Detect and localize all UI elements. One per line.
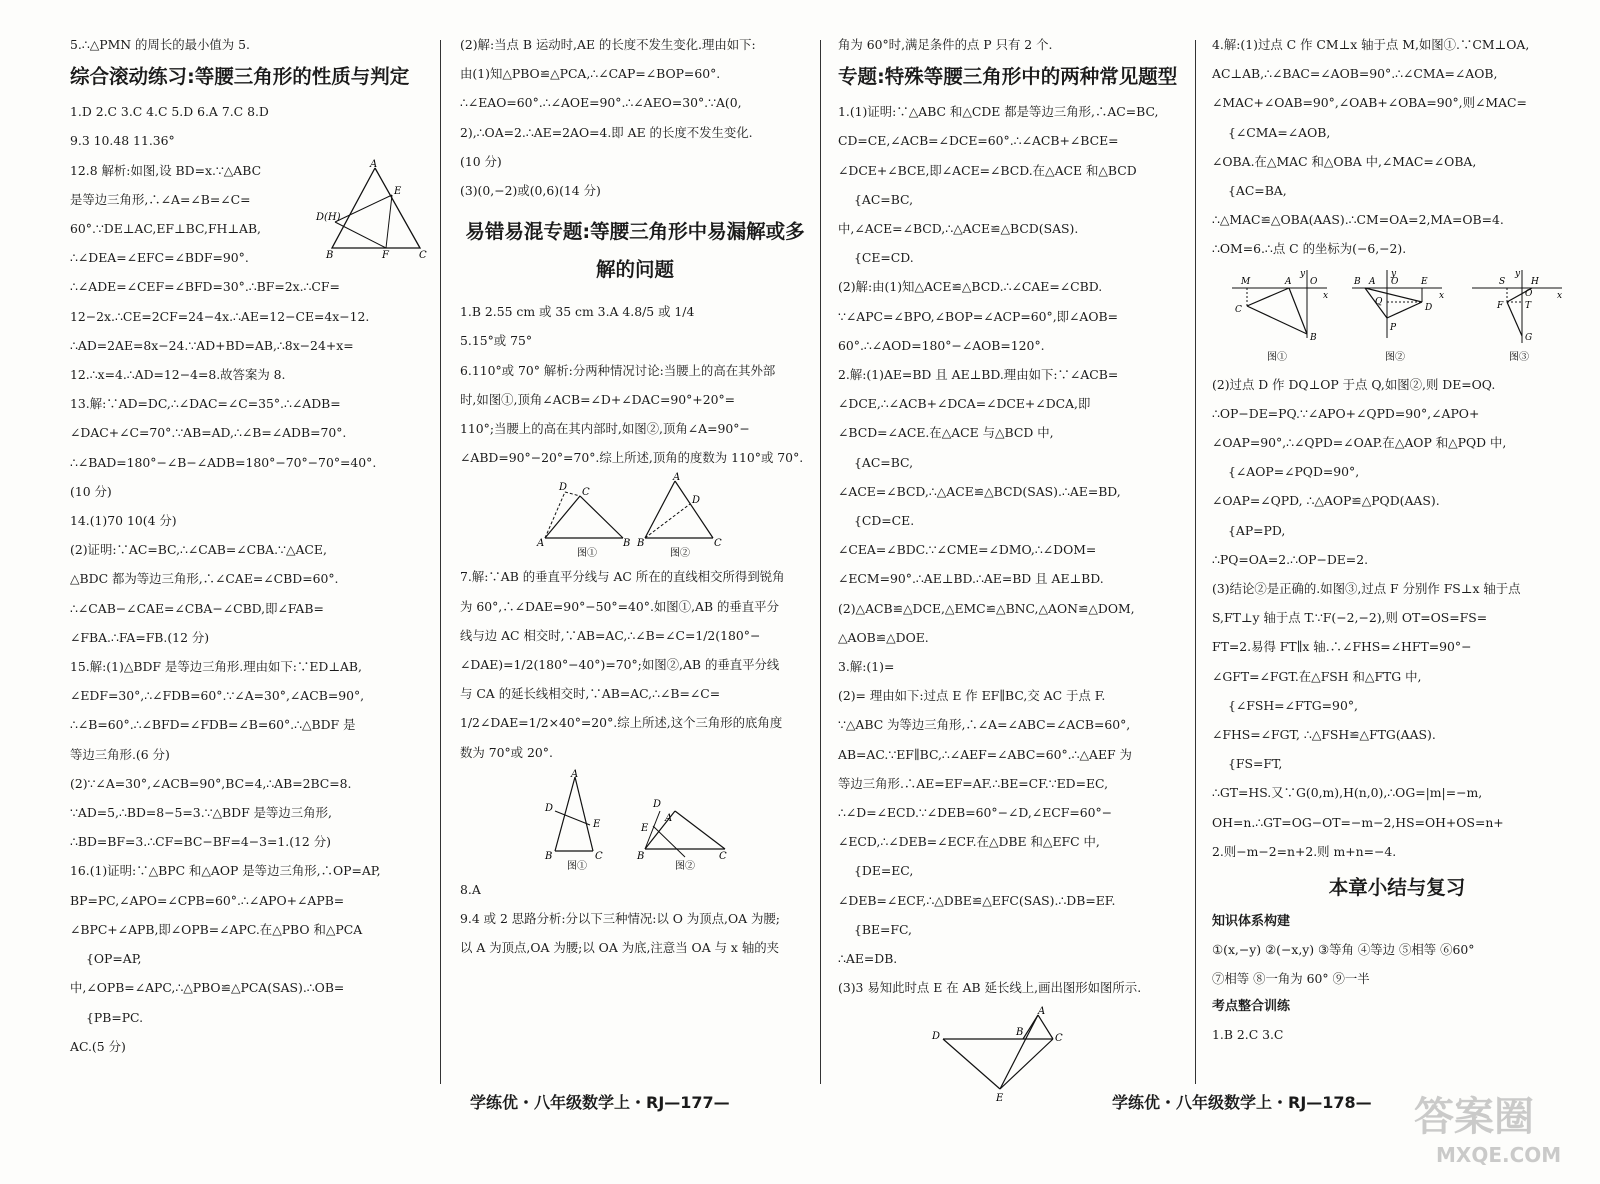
section-heading: 专题:特殊等腰三角形中的两种常见题型	[838, 65, 1178, 89]
subsection-heading: 考点整合训练	[1212, 999, 1291, 1015]
text-line: 60°.∵DE⊥AC,EF⊥BC,FH⊥AB,	[70, 221, 261, 237]
fig-label: C	[1055, 1032, 1063, 1044]
fig-label: F	[382, 249, 389, 261]
page-footer-right: 学练优・八年级数学上・RJ—178—	[1112, 1093, 1372, 1112]
text-line: ∠GFT=∠FGT.在△FSH 和△FTG 中,	[1212, 668, 1422, 684]
text-line: ∴∠BAD=180°−∠B−∠ADB=180°−70°−70°=40°.	[70, 454, 377, 470]
fig-label: B	[1016, 1026, 1024, 1038]
text-line: 等边三角形.∴AE=EF=AF.∴BE=CF.∵ED=EC,	[838, 775, 1109, 791]
text-line: {AP=PD,	[1228, 522, 1286, 538]
fig-label: M	[1241, 276, 1251, 287]
text-line: {∠FSH=∠FTG=90°,	[1228, 697, 1358, 713]
text-line: ⑦相等 ⑧一角为 60° ⑨一半	[1212, 971, 1370, 987]
text-line: (3)3 易知此时点 E 在 AB 延长线上,画出图形如图所示.	[838, 980, 1142, 996]
column-divider	[440, 40, 441, 1084]
page-footer-left: 学练优・八年级数学上・RJ—177—	[470, 1093, 730, 1112]
text-line: 5.15°或 75°	[460, 333, 533, 349]
text-line: 12.∴x=4.∴AD=12−4=8.故答案为 8.	[70, 367, 286, 383]
text-line: 15.解:(1)△BDF 是等边三角形.理由如下:∵ED⊥AB,	[70, 659, 362, 675]
fig-label: x	[1323, 290, 1329, 301]
text-line: S,FT⊥y 轴于点 T.∵F(−2,−2),则 OT=OS=FS=	[1212, 610, 1488, 626]
text-line: ∴△MAC≌△OBA(AAS).∴CM=OA=2,MA=OB=4.	[1212, 212, 1504, 228]
figure-caption: 图①	[567, 860, 587, 872]
figure-caption: 图③	[1509, 351, 1529, 363]
text-line: 中,∠OPB=∠APC,∴△PBO≌△PCA(SAS).∴OB=	[70, 980, 345, 996]
text-line: ∠BPC+∠APB,即∠OPB=∠APC.在△PBO 和△PCA	[70, 921, 363, 937]
figure-caption: 图①	[577, 548, 597, 560]
text-line: FT=2.易得 FT∥x 轴.∴∠FHS=∠HFT=90°−	[1212, 639, 1472, 655]
text-line: ∴∠CAB−∠CAE=∠CBA−∠CBD,即∠FAB=	[70, 600, 324, 616]
text-line: ∠OBA.在△MAC 和△OBA 中,∠MAC=∠OBA,	[1212, 153, 1477, 169]
text-line: 以 A 为顶点,OA 为腰;以 OA 为底,注意当 OA 与 x 轴的夹	[460, 940, 780, 956]
section-heading: 本章小结与复习	[1328, 876, 1466, 900]
text-line: ∴∠ADE=∠CEF=∠BFD=30°.∴BF=2x.∴CF=	[70, 279, 340, 295]
fig-label: C	[595, 850, 603, 862]
text-line: (2)解:由(1)知△ACE≌△BCD.∴∠CAE=∠CBD.	[838, 279, 1103, 295]
fig-label: B	[637, 538, 645, 550]
text-line: ∠FBA.∴FA=FB.(12 分)	[70, 629, 210, 645]
text-line: 等边三角形.(6 分)	[70, 746, 170, 762]
fig-label: S	[1499, 276, 1506, 287]
text-line: {PB=PC.	[86, 1009, 144, 1025]
text-line: ∠OAP=∠QPD, ∴△AOP≌△PQD(AAS).	[1212, 493, 1440, 509]
text-line: 为 60°,∴∠DAE=90°−50°=40°.如图①,AB 的垂直平分	[460, 598, 779, 614]
fig-label: B	[1354, 276, 1361, 287]
text-line: {∠AOP=∠PQD=90°,	[1228, 464, 1360, 480]
text-line: 6.110°或 70° 解析:分两种情况讨论:当腰上的高在其外部	[460, 362, 776, 378]
text-line: ∵AD=5,∴BD=8−5=3.∵△BDF 是等边三角形,	[70, 805, 332, 821]
text-line: ∴OP−DE=PQ.∵∠APO+∠QPD=90°,∠APO+	[1212, 405, 1480, 421]
text-line: ∠DAC+∠C=70°.∵AB=AD,∴∠B=∠ADB=70°.	[70, 425, 347, 441]
fig-label: y	[1391, 268, 1397, 279]
text-line: 13.解:∵AD=DC,∴∠DAC=∠C=35°.∴∠ADB=	[70, 396, 341, 412]
fig-label: D	[653, 798, 662, 810]
fig-label: G	[1525, 332, 1533, 343]
watermark-logo	[1396, 1080, 1586, 1170]
text-line: 1.D 2.C 3.C 4.C 5.D 6.A 7.C 8.D	[70, 104, 269, 120]
text-line: ∴GT=HS.又∵G(0,m),H(n,0),∴OG=|m|=−m,	[1212, 785, 1483, 801]
fig-label: B	[545, 850, 553, 862]
column-divider	[820, 40, 821, 1084]
fig-label: B	[1310, 332, 1317, 343]
text-line: {BE=FC,	[854, 921, 912, 937]
text-line: OH=n.∴GT=OG−OT=−m−2,HS=OH+OS=n+	[1212, 814, 1504, 830]
fig-label: B	[326, 249, 334, 261]
text-line: 线与边 AC 相交时,∵AB=AC,∴∠B=∠C=1/2(180°−	[460, 627, 761, 643]
fig-label: A	[1038, 1005, 1046, 1017]
watermark-text: 答案圈	[1414, 1094, 1534, 1140]
fig-label: E	[1421, 276, 1428, 287]
fig-label: x	[1557, 290, 1563, 301]
text-line: 1.B 2.55 cm 或 35 cm 3.A 4.8/5 或 1/4	[460, 304, 695, 320]
text-line: 由(1)知△PBO≌△PCA,∴∠CAP=∠BOP=60°.	[460, 66, 721, 82]
fig-label: O	[1391, 276, 1399, 287]
text-line: ∠DEB=∠ECF,∴△DBE≌△EFC(SAS).∴DB=EF.	[838, 892, 1116, 908]
text-line: (10 分)	[460, 153, 502, 169]
text-line: ∠ECD,∴∠DEB=∠ECF.在△DBE 和△EFC 中,	[838, 834, 1100, 850]
fig-label: A	[537, 538, 545, 550]
fig-label: D	[692, 495, 701, 507]
column-3	[838, 30, 1188, 1107]
fig-label: E	[394, 185, 402, 197]
text-line: ∠EDF=30°,∴∠FDB=60°.∵∠A=30°,∠ACB=90°,	[70, 688, 365, 704]
figure-q3	[928, 1007, 1098, 1103]
fig-label: D	[932, 1030, 941, 1042]
text-line: 60°.∴∠AOD=180°−∠AOB=120°.	[838, 337, 1045, 353]
figure-caption: 图②	[1385, 351, 1405, 363]
text-line: ∴BD=BF=3.∴CF=BC−BF=4−3=1.(12 分)	[70, 834, 331, 850]
text-line: 3.解:(1)=	[838, 659, 895, 675]
fig-label: E	[641, 822, 649, 834]
text-line: {AC=BA,	[1228, 183, 1287, 199]
text-line: ∴AD=2AE=8x−24.∵AD+BD=AB,∴8x−24+x=	[70, 337, 354, 353]
text-line: 2.解:(1)AE=BD 且 AE⊥BD.理由如下:∵∠ACB=	[838, 367, 1119, 383]
text-line: (2)∵∠A=30°,∠ACB=90°,BC=4,∴AB=2BC=8.	[70, 775, 352, 791]
text-line: ∠DCE,∴∠ACB+∠DCA=∠DCE+∠DCA,即	[838, 396, 1091, 412]
fig-label: A	[571, 768, 579, 780]
text-line: {OP=AP,	[86, 951, 142, 967]
figure-q4	[1227, 268, 1567, 366]
text-line: (2)= 理由如下:过点 E 作 EF∥BC,交 AC 于点 F.	[838, 688, 1106, 704]
text-line: (10 分)	[70, 483, 112, 499]
text-line: ∠ABD=90°−20°=70°.综上所述,顶角的度数为 110°或 70°.	[460, 450, 804, 466]
fig-label: E	[996, 1092, 1004, 1104]
figure-caption: 图②	[670, 548, 690, 560]
text-line: 与 CA 的延长线相交时,∵AB=AC,∴∠B=∠C=	[460, 686, 721, 702]
text-line: 7.解:∵AB 的垂直平分线与 AC 所在的直线相交所得到锐角	[460, 569, 785, 585]
text-line: 14.(1)70 10(4 分)	[70, 513, 177, 529]
text-line: ∠CEA=∠BDC.∵∠CME=∠DMO,∴∠DOM=	[838, 542, 1097, 558]
text-line: △AOB≌△DOE.	[838, 629, 929, 645]
text-line: (2)△ACB≌△DCE,△EMC≌△BNC,△AON≌△DOM,	[838, 600, 1135, 616]
text-line: 12−2x.∴CE=2CF=24−4x.∴AE=12−CE=4x−12.	[70, 308, 370, 324]
text-line: {AC=BC,	[854, 191, 914, 207]
text-line: 9.3 10.48 11.36°	[70, 133, 175, 149]
fig-label: O	[1525, 288, 1533, 299]
fig-label: P	[1390, 322, 1397, 333]
text-line: (2)证明:∵AC=BC,∴∠CAB=∠CBA.∵△ACE,	[70, 542, 327, 558]
text-line: {∠CMA=∠AOB,	[1228, 124, 1331, 140]
text-line: 角为 60°时,满足条件的点 P 只有 2 个.	[838, 37, 1053, 52]
text-line: {FS=FT,	[1228, 756, 1283, 772]
text-line: {AC=BC,	[854, 454, 914, 470]
text-line: ∠DCE+∠BCE,即∠ACE=∠BCD.在△ACE 和△BCD	[838, 162, 1137, 178]
text-line: 2.则−m−2=n+2.则 m+n=−4.	[1212, 843, 1397, 859]
text-line: {CD=CE.	[854, 513, 915, 529]
text-line: ∴∠B=60°.∴∠BFD=∠FDB=∠B=60°.∴△BDF 是	[70, 717, 356, 733]
text-line: 9.4 或 2 思路分析:分以下三种情况:以 O 为顶点,OA 为腰;	[460, 911, 780, 927]
figure-caption: 图①	[1267, 351, 1287, 363]
fig-label: A	[665, 812, 673, 824]
watermark-url: MXQE.COM	[1436, 1143, 1562, 1167]
text-line: 数为 70°或 20°.	[460, 744, 553, 760]
text-line: ∠ACE=∠BCD,∴△ACE≌△BCD(SAS).∴AE=BD,	[838, 483, 1121, 499]
figure-caption: 图②	[675, 860, 695, 872]
text-line: 4.解:(1)过点 C 作 CM⊥x 轴于点 M,如图①.∵CM⊥OA,	[1212, 37, 1530, 52]
text-line: 1.B 2.C 3.C	[1212, 1027, 1284, 1043]
text-line: 2),∴OA=2.∴AE=2AO=4.即 AE 的长度不发生变化.	[460, 124, 753, 140]
text-line: {DE=EC,	[854, 863, 914, 879]
text-line: CD=CE,∠ACB=∠DCE=60°.∴∠ACB+∠BCE=	[838, 133, 1119, 149]
fig-label: y	[1300, 268, 1306, 279]
text-line: BP=PC,∠APO=∠CPB=60°.∴∠APO+∠APB=	[70, 892, 345, 908]
text-line: 1/2∠DAE=1/2×40°=20°.综上所述,这个三角形的底角度	[460, 715, 783, 731]
text-line: △BDC 都为等边三角形,∴∠CAE=∠CBD=60°.	[70, 571, 339, 587]
fig-label: A	[673, 472, 681, 484]
text-line: 8.A	[460, 881, 481, 897]
text-line: ∴AE=DB.	[838, 951, 898, 967]
text-line: ∴∠D=∠ECD.∵∠DEB=60°−∠D,∠ECF=60°−	[838, 805, 1113, 821]
figure-q12	[316, 158, 430, 261]
fig-label: D	[545, 802, 554, 814]
fig-label: B	[623, 538, 631, 550]
fig-label: A	[370, 158, 378, 170]
text-line: ∵∠APC=∠BPO,∠BOP=∠ACP=60°,即∠AOB=	[838, 308, 1118, 324]
fig-label: H	[1531, 276, 1539, 287]
text-line: (2)解:当点 B 运动时,AE 的长度不发生变化.理由如下:	[460, 37, 756, 52]
fig-label: A	[1369, 276, 1376, 287]
section-heading: 易错易混专题:等腰三角形中易漏解或多解的问题	[465, 220, 805, 282]
text-line: ∠FHS=∠FGT, ∴△FSH≌△FTG(AAS).	[1212, 727, 1436, 743]
text-line: 1.(1)证明:∵△ABC 和△CDE 都是等边三角形,∴AC=BC,	[838, 104, 1159, 120]
fig-label: F	[1497, 300, 1504, 311]
text-line: AC.(5 分)	[70, 1038, 126, 1054]
fig-label: C	[1235, 304, 1242, 315]
text-line: (2)过点 D 作 DQ⊥OP 于点 Q,如图②,则 DE=OQ.	[1212, 376, 1496, 392]
figure-q6	[535, 472, 735, 560]
text-line: {CE=CD.	[854, 250, 914, 266]
figure-q7	[535, 768, 735, 872]
fig-label: D(H)	[316, 211, 341, 223]
fig-label: C	[719, 850, 727, 862]
fig-label: D	[1425, 302, 1433, 313]
text-line: ∠BCD=∠ACE.在△ACE 与△BCD 中,	[838, 425, 1054, 441]
fig-label: E	[593, 818, 601, 830]
section-heading: 综合滚动练习:等腰三角形的性质与判定	[70, 65, 410, 89]
text-line: AB=AC.∵EF∥BC,∴∠AEF=∠ABC=60°.∴△AEF 为	[838, 746, 1132, 762]
text-line: ∴∠DEA=∠EFC=∠BDF=90°.	[70, 250, 249, 266]
fig-label: B	[637, 850, 645, 862]
fig-label: x	[1439, 290, 1445, 301]
fig-label: C	[582, 487, 590, 499]
fig-label: D	[559, 482, 568, 494]
text-line: 5.∴△PMN 的周长的最小值为 5.	[70, 37, 250, 52]
fig-label: O	[1310, 276, 1318, 287]
fig-label: y	[1515, 268, 1521, 279]
fig-label: Q	[1375, 296, 1383, 307]
fig-label: C	[419, 249, 427, 261]
text-line: ∠MAC+∠OAB=90°,∠OAB+∠OBA=90°,则∠MAC=	[1212, 95, 1527, 111]
text-line: 110°;当腰上的高在其内部时,如图②,顶角∠A=90°−	[460, 421, 750, 437]
text-line: 12.8 解析:如图,设 BD=x.∵△ABC	[70, 162, 262, 178]
text-line: ∴∠EAO=60°.∴∠AOE=90°.∴∠AEO=30°.∵A(0,	[460, 95, 742, 111]
column-divider	[1195, 40, 1196, 1084]
subsection-heading: 知识体系构建	[1212, 914, 1291, 930]
fig-label: T	[1525, 300, 1532, 311]
column-4	[1212, 30, 1582, 1050]
text-line: (3)(0,−2)或(0,6)(14 分)	[460, 183, 601, 199]
text-line: ∴OM=6.∴点 C 的坐标为(−6,−2).	[1212, 241, 1407, 257]
text-line: 中,∠ACE=∠BCD,∴△ACE≌△BCD(SAS).	[838, 221, 1079, 237]
text-line: 16.(1)证明:∵△BPC 和△AOP 是等边三角形,∴OP=AP,	[70, 863, 381, 879]
column-2	[460, 30, 810, 962]
text-line: ∠OAP=90°,∴∠QPD=∠OAP.在△AOP 和△PQD 中,	[1212, 435, 1507, 451]
fig-label: C	[714, 538, 722, 550]
text-line: 时,如图①,顶角∠ACB=∠D+∠DAC=90°+20°=	[460, 391, 736, 407]
text-line: ∠ECM=90°.∴AE⊥BD.∴AE=BD 且 AE⊥BD.	[838, 571, 1104, 587]
column-1	[70, 30, 430, 1061]
text-line: ∠DAE)=1/2(180°−40°)=70°;如图②,AB 的垂直平分线	[460, 657, 780, 673]
text-line: (3)结论②是正确的.如图③,过点 F 分别作 FS⊥x 轴于点	[1212, 581, 1521, 597]
text-line: ∴PQ=OA=2.∴OP−DE=2.	[1212, 551, 1369, 567]
text-line: ①(x,−y) ②(−x,y) ③等角 ④等边 ⑤相等 ⑥60°	[1212, 942, 1475, 958]
text-line: ∵△ABC 为等边三角形,∴∠A=∠ABC=∠ACB=60°,	[838, 717, 1131, 733]
text-line: 是等边三角形,∴∠A=∠B=∠C=	[70, 191, 251, 207]
fig-label: A	[1285, 276, 1292, 287]
text-line: AC⊥AB,∴∠BAC=∠AOB=90°.∴∠CMA=∠AOB,	[1212, 66, 1498, 82]
